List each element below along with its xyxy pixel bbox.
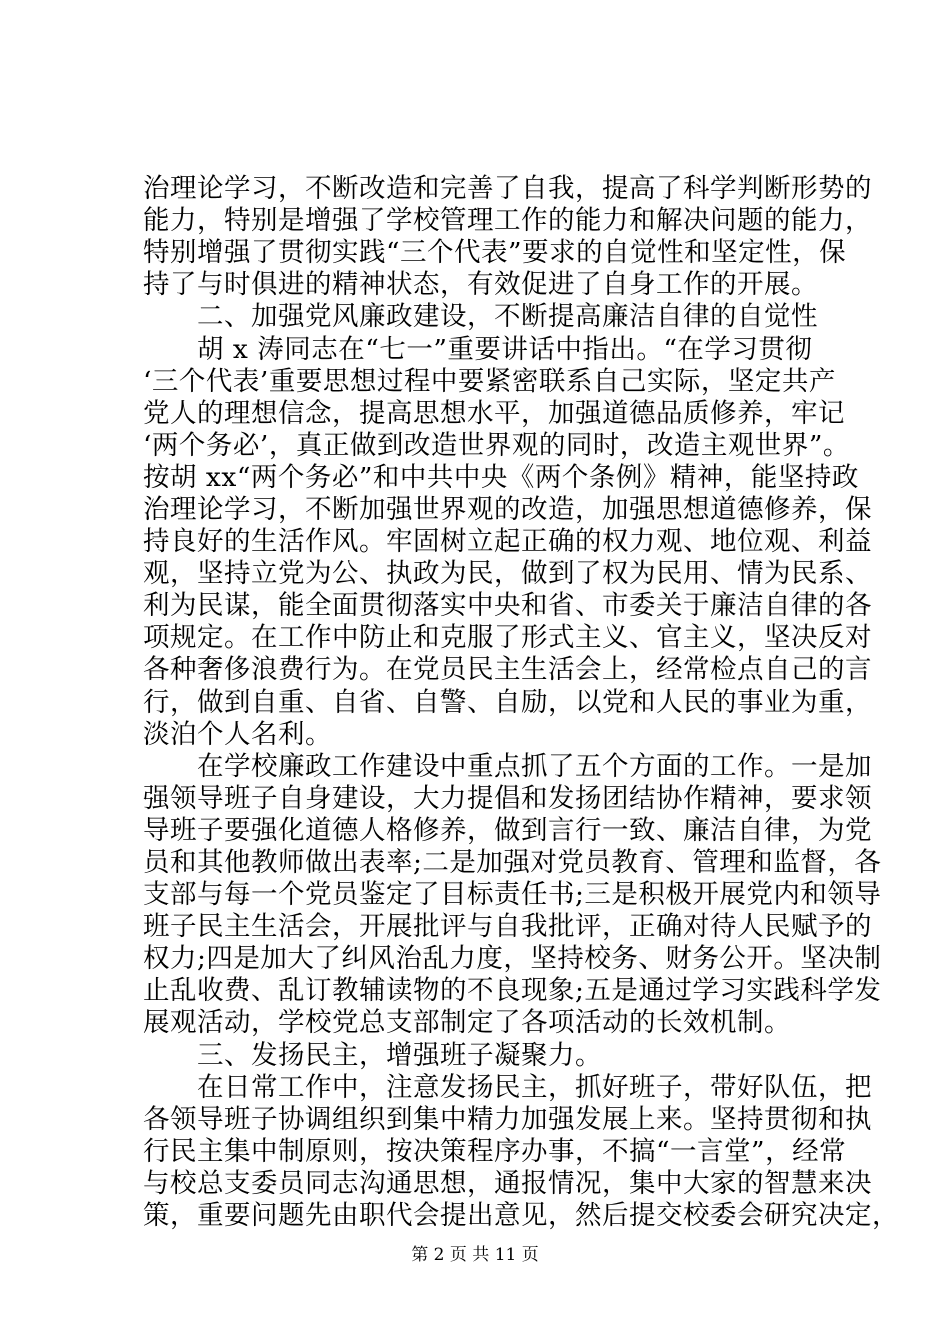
text-line: 观，坚持立党为公、执政为民，做到了权为民用、情为民系、 [143, 558, 872, 590]
text-line: 淡泊个人名利。 [143, 718, 332, 750]
page-footer: 第 2 页 共 11 页 [411, 1245, 539, 1265]
text-line: ‘三个代表’重要思想过程中要紧密联系自己实际，坚定共产 [143, 365, 836, 397]
text-line: 治理论学习，不断改造和完善了自我，提高了科学判断形势的 [143, 173, 872, 204]
text-line: 特别增强了贯彻实践“三个代表”要求的自觉性和坚定性，保 [143, 237, 847, 269]
text-line: 班子民主生活会，开展批评与自我批评，正确对待人民赋予的 [143, 911, 872, 943]
text-line: 展观活动，学校党总支部制定了各项活动的长效机制。 [143, 1007, 791, 1039]
text-line: 项规定。在工作中防止和克服了形式主义、官主义，坚决反对 [143, 622, 872, 654]
text-line: 员和其他教师做出表率;二是加强对党员教育、管理和监督，各 [143, 846, 882, 878]
text-line: 止乱收费、乱订教辅读物的不良现象;五是通过学习实践科学发 [143, 975, 882, 1007]
text-line: 治理论学习，不断加强世界观的改造，加强思想道德修养，保 [143, 493, 872, 525]
text-line: 胡 x 涛同志在“七一”重要讲话中指出。“在学习贯彻 [143, 333, 813, 365]
text-line: 党人的理想信念，提高思想水平，加强道德品质修养，牢记 [143, 397, 845, 429]
text-line: 持了与时俱进的精神状态，有效促进了自身工作的开展。 [143, 269, 818, 301]
text-line: ‘两个务必’，真正做到改造世界观的同时，改造主观世界”。 [143, 429, 850, 461]
text-line: 与校总支委员同志沟通思想，通报情况，集中大家的智慧来决 [143, 1167, 872, 1199]
text-line: 在日常工作中，注意发扬民主，抓好班子，带好队伍，把 [143, 1071, 872, 1103]
text-line: 能力，特别是增强了学校管理工作的能力和解决问题的能力， [143, 205, 872, 237]
section-heading: 二、加强党风廉政建设，不断提高廉洁自律的自觉性 [143, 301, 818, 333]
text-line: 利为民谋，能全面贯彻落实中央和省、市委关于廉洁自律的各 [143, 590, 872, 622]
text-line: 强领导班子自身建设，大力提倡和发扬团结协作精神，要求领 [143, 782, 872, 814]
text-line: 各领导班子协调组织到集中精力加强发展上来。坚持贯彻和执 [143, 1103, 872, 1135]
text-line: 行，做到自重、自省、自警、自励，以党和人民的事业为重， [143, 686, 872, 718]
text-line: 在学校廉政工作建设中重点抓了五个方面的工作。一是加 [143, 750, 872, 782]
text-line: 导班子要强化道德人格修养，做到言行一致、廉洁自律，为党 [143, 814, 872, 846]
section-heading: 三、发扬民主，增强班子凝聚力。 [143, 1039, 602, 1071]
text-line: 支部与每一个党员鉴定了目标责任书;三是积极开展党内和领导 [143, 879, 882, 910]
text-line: 持良好的生活作风。牢固树立起正确的权力观、地位观、利益 [143, 526, 872, 557]
text-line: 行民主集中制原则，按决策程序办事，不搞“一言堂”，经常 [143, 1135, 847, 1167]
text-line: 策，重要问题先由职代会提出意见，然后提交校委会研究决定， [143, 1199, 899, 1231]
text-line: 权力;四是加大了纠风治乱力度，坚持校务、财务公开。坚决制 [143, 943, 882, 975]
text-line: 按胡 xx“两个务必”和中共中央《两个条例》精神，能坚持政 [143, 461, 859, 493]
text-line: 各种奢侈浪费行为。在党员民主生活会上，经常检点自己的言 [143, 654, 872, 686]
